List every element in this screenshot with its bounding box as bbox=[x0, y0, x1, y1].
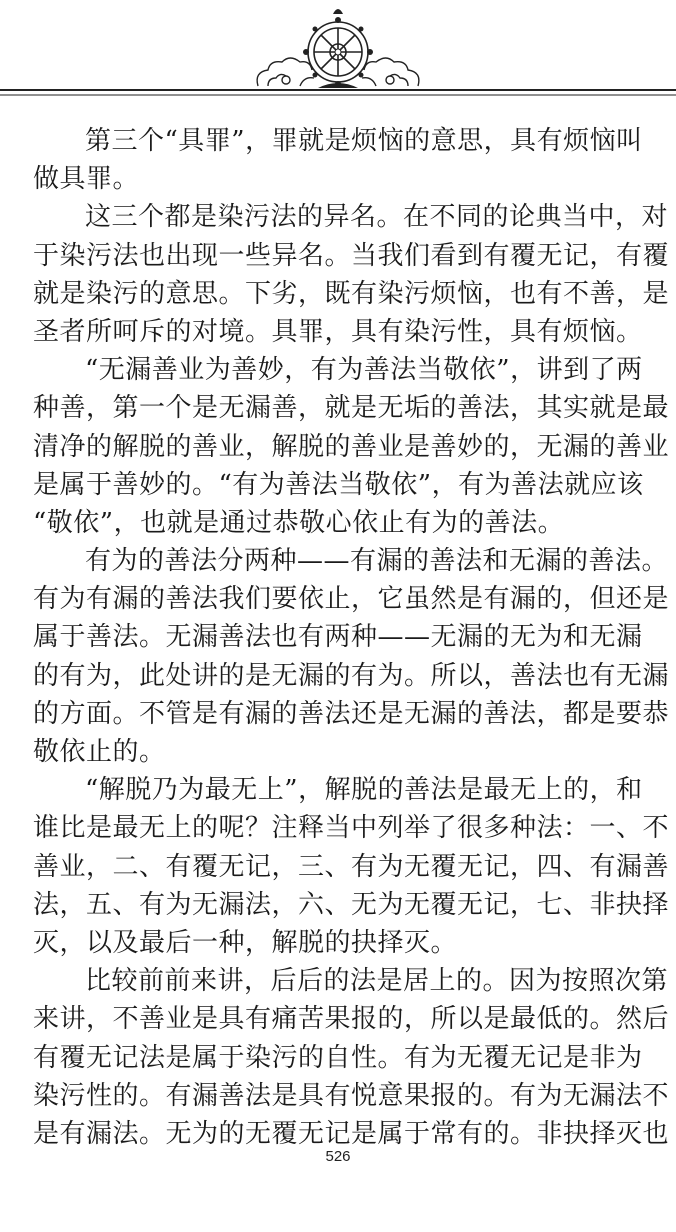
text-line: 是属于善妙的。“有为善法当敬依”，有为善法就应该 bbox=[33, 469, 644, 500]
text-line: “敬依”，也就是通过恭敬心依止有为的善法。 bbox=[33, 507, 565, 538]
text-line: 来讲，不善业是具有痛苦果报的，所以是最低的。然后 bbox=[33, 1004, 670, 1035]
paragraph-3 bbox=[33, 351, 670, 542]
page-number: 526 bbox=[325, 1148, 351, 1165]
paragraph-2 bbox=[33, 198, 670, 351]
text-line: “解脱乃为最无上”，解脱的善法是最无上的，和 bbox=[85, 775, 643, 806]
text-line: 谁比是最无上的呢？注释当中列举了很多种法：一、不 bbox=[33, 813, 670, 844]
text-line: 属于善法。无漏善法也有两种——无漏的无为和无漏 bbox=[33, 622, 643, 653]
paragraph-4 bbox=[33, 542, 670, 771]
text-line: 善业，二、有覆无记，三、有为无覆无记，四、有漏善 bbox=[33, 851, 670, 882]
paragraph-5 bbox=[33, 771, 670, 962]
text-line: 有为有漏的善法我们要依止，它虽然是有漏的，但还是 bbox=[33, 584, 670, 615]
text-line: 于染污法也出现一些异名。当我们看到有覆无记，有覆 bbox=[33, 240, 670, 271]
text-line: 清净的解脱的善业，解脱的善业是善妙的，无漏的善业 bbox=[33, 431, 670, 462]
page-body bbox=[33, 122, 670, 1153]
text-line: 敬依止的。 bbox=[33, 737, 166, 767]
text-line: 这三个都是染污法的异名。在不同的论典当中，对 bbox=[85, 202, 669, 233]
paragraph-6 bbox=[33, 962, 670, 1153]
dharma-wheel-icon bbox=[0, 0, 676, 110]
text-line: 灭，以及最后一种，解脱的抉择灭。 bbox=[33, 927, 458, 958]
text-line: 法，五、有为无漏法，六、无为无覆无记，七、非抉择 bbox=[33, 889, 670, 920]
text-line: 有为的善法分两种——有漏的善法和无漏的善法。 bbox=[85, 546, 669, 577]
text-line: 种善，第一个是无漏善，就是无垢的善法，其实就是最 bbox=[33, 393, 670, 424]
text-line: 的有为，此处讲的是无漏的有为。所以，善法也有无漏 bbox=[33, 660, 670, 691]
text-line: “无漏善业为善妙，有为善法当敬依”，讲到了两 bbox=[85, 355, 643, 386]
text-line: 就是染污的意思。下劣，既有染污烦恼，也有不善，是 bbox=[33, 278, 670, 309]
page-header-ornament bbox=[0, 0, 676, 110]
text-line: 比较前前来讲，后后的法是居上的。因为按照次第 bbox=[85, 966, 669, 997]
text-line: 圣者所呵斥的对境。具罪，具有染污性，具有烦恼。 bbox=[33, 316, 643, 347]
text-line: 第三个“具罪”，罪就是烦恼的意思，具有烦恼叫 bbox=[85, 126, 643, 156]
text-line: 染污性的。有漏善法是具有悦意果报的。有为无漏法不 bbox=[33, 1080, 670, 1111]
paragraph-1 bbox=[33, 122, 645, 198]
text-line: 有覆无记法是属于染污的自性。有为无覆无记是非为 bbox=[33, 1042, 643, 1073]
text-line: 做具罪。 bbox=[33, 164, 140, 195]
text-line: 是有漏法。无为的无覆无记是属于常有的。非抉择灭也 bbox=[33, 1118, 670, 1149]
text-line: 的方面。不管是有漏的善法还是无漏的善法，都是要恭 bbox=[33, 698, 670, 729]
